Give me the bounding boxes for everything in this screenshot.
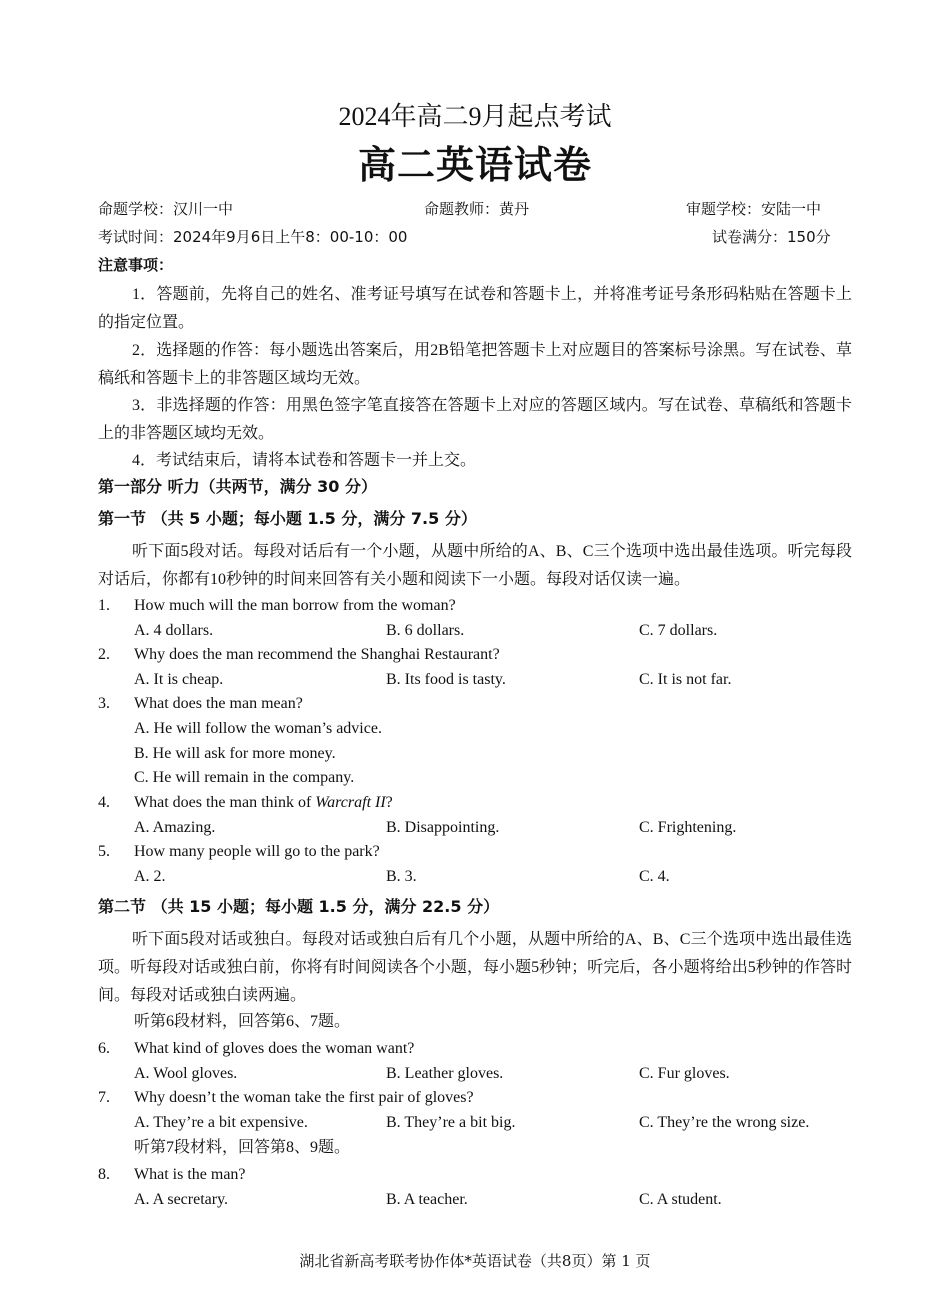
option-b: B. 6 dollars. (386, 622, 465, 639)
option-b: B. 3. (386, 868, 417, 885)
option-a: A. It is cheap. (134, 671, 224, 688)
option-c: C. 7 dollars. (639, 622, 718, 639)
notice-item: 4．考试结束后，请将本试卷和答题卡一并上交。 (132, 452, 477, 469)
option-c: C. It is not far. (639, 671, 732, 688)
option-a: A. 4 dollars. (134, 622, 214, 639)
option-b: B. He will ask for more money. (134, 745, 336, 762)
section2-instruction: 听下面5段对话或独白。每段对话或独白后有几个小题，从题中所给的A、B、C三个选项中选出最佳选项。听每段对话或独白前，你将有时间阅读各个小题，每小题5秒钟；听完后，各小题将给出5秒钟的作答时间。每段对话或独白读两遍。 (98, 931, 852, 1004)
option-a: A. Amazing. (134, 819, 216, 836)
notice-item: 2．选择题的作答：每小题选出答案后，用2B铅笔把答题卡上对应题目的答案标号涂黑。写在试卷、草稿纸和答题卡上的非答题区域均无效。 (98, 342, 852, 387)
option-b: B. Leather gloves. (386, 1065, 504, 1082)
notice-item: 3．非选择题的作答：用黑色签字笔直接答在答题卡上对应的答题区域内。写在试卷、草稿纸和答题卡上的非答题区域均无效。 (98, 397, 852, 442)
question-number: 2. (98, 646, 110, 663)
question-number: 8. (98, 1166, 110, 1183)
section1-instruction: 听下面5段对话。每段对话后有一个小题，从题中所给的A、B、C三个选项中选出最佳选项。听完每段对话后，你都有10秒钟的时间来回答有关小题和阅读下一小题。每段对话仅读一遍。 (98, 543, 852, 588)
exam-time-label: 考试时间：2024年9月6日上午8：00-10：00 (98, 228, 408, 246)
material-note: 听第6段材料，回答第6、7题。 (134, 1013, 351, 1030)
part1-title: 第一部分 听力（共两节，满分 30 分） (98, 477, 377, 496)
section2-title: 第二节 （共 15 小题；每小题 1.5 分，满分 22.5 分） (98, 897, 500, 916)
question-text-post: ? (385, 794, 393, 811)
option-a: A. Wool gloves. (134, 1065, 238, 1082)
question-text: What does the man mean? (134, 695, 303, 712)
question-text: How many people will go to the park? (134, 843, 380, 860)
full-score-label: 试卷满分：150分 (712, 228, 831, 246)
option-c: C. A student. (639, 1191, 722, 1208)
option-a: A. 2. (134, 868, 166, 885)
question-text: How much will the man borrow from the woman? (134, 597, 456, 614)
option-b: B. They’re a bit big. (386, 1114, 516, 1131)
question-number: 3. (98, 695, 110, 712)
notice-title: 注意事项： (98, 256, 174, 274)
review-school-label: 审题学校：安陆一中 (686, 200, 822, 218)
option-c: C. Fur gloves. (639, 1065, 730, 1082)
question-number: 4. (98, 794, 110, 811)
option-a: A. They’re a bit expensive. (134, 1114, 308, 1131)
question-number: 1. (98, 597, 110, 614)
option-c: C. They’re the wrong size. (639, 1114, 810, 1131)
option-a: A. A secretary. (134, 1191, 229, 1208)
option-b: B. Its food is tasty. (386, 671, 506, 688)
material-note: 听第7段材料，回答第8、9题。 (134, 1139, 351, 1156)
option-c: C. 4. (639, 868, 670, 885)
question-number: 7. (98, 1089, 110, 1106)
option-b: B. A teacher. (386, 1191, 468, 1208)
question-text: Why does the man recommend the Shanghai Restaurant? (134, 646, 500, 663)
question-text (134, 791, 393, 815)
question-text: Why doesn’t the woman take the first pair of gloves? (134, 1089, 474, 1106)
notice-item: 1．答题前，先将自己的姓名、准考证号填写在试卷和答题卡上，并将准考证号条形码粘贴在答题卡上的指定位置。 (98, 286, 852, 331)
question-text-pre: What does the man think of (134, 794, 316, 811)
teacher-label: 命题教师：黄丹 (424, 200, 530, 218)
page-footer: 湖北省新高考联考协作体*英语试卷（共8页）第 1 页 (299, 1252, 651, 1270)
option-b: B. Disappointing. (386, 819, 500, 836)
option-a: A. He will follow the woman’s advice. (134, 720, 382, 737)
option-c: C. He will remain in the company. (134, 769, 355, 786)
question-text: What is the man? (134, 1166, 246, 1183)
question-number: 5. (98, 843, 110, 860)
option-c: C. Frightening. (639, 819, 737, 836)
paper-title: 高二英语试卷 (357, 145, 592, 187)
question-number: 6. (98, 1040, 110, 1057)
school-label: 命题学校：汉川一中 (98, 200, 234, 218)
question-text: What kind of gloves does the woman want? (134, 1040, 415, 1057)
exam-title: 2024年高二9月起点考试 (338, 102, 612, 131)
game-title: Warcraft II (315, 794, 386, 811)
section1-title: 第一节 （共 5 小题；每小题 1.5 分，满分 7.5 分） (98, 509, 477, 528)
